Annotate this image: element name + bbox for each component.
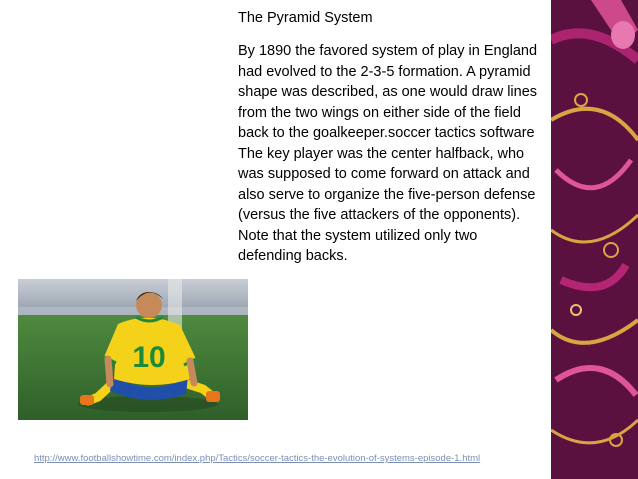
soccer-player-illustration (18, 279, 248, 420)
slide-body-text: By 1890 the favored system of play in England had evolved to the 2-3-5 formation. A pyramid shape was described, as one would draw lines from the two wings on either side of the field back to the goalkeeper.soccer tactics software The key player was the center halfback, who was supposed to come forward on attack and also serve to organize the five-person defense (versus the five attackers of the opponents). Note that the system utilized only two defending backs. (238, 43, 538, 264)
soccer-player-photo (18, 279, 248, 420)
jersey-number: 10 (132, 341, 166, 374)
slide-title: The Pyramid System (238, 10, 373, 26)
source-link[interactable]: http://www.footballshowtime.com/index.php/Tactics/soccer-tactics-the-evolution-of-systems-episode-1.html (34, 453, 481, 464)
party-streamers-decoration (551, 0, 638, 479)
streamers-illustration (551, 0, 638, 479)
